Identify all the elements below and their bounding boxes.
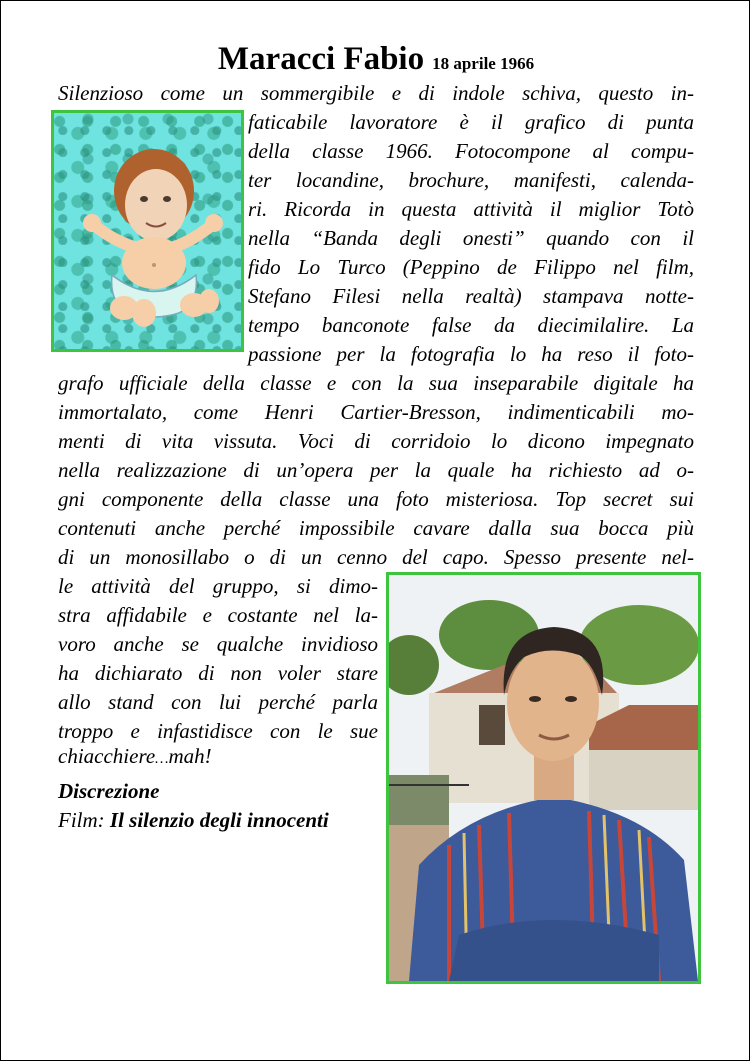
text-line-final bbox=[58, 743, 212, 772]
portrait-photo bbox=[386, 572, 701, 984]
text-line: tempo banconote false da diecimilalire. La bbox=[248, 313, 694, 337]
text-line: gni componente della classe una foto misteriosa. Top secret sui bbox=[58, 487, 694, 511]
baby-illustration bbox=[51, 110, 244, 352]
text-line: Silenzioso come un sommergibile e di indole schiva, questo in- bbox=[58, 81, 694, 105]
text-line: le attività del gruppo, si dimo- bbox=[58, 574, 378, 598]
text-line: stra affidabile e costante nel la- bbox=[58, 603, 378, 627]
birth-date: 18 aprile 1966 bbox=[432, 54, 535, 73]
text-line: menti di vita vissuta. Voci di corridoio lo dicono impegnato bbox=[58, 429, 694, 453]
text-line: ri. Ricorda in questa attività il miglior Totò bbox=[248, 197, 694, 221]
text-line: nella realizzazione di un’opera per la quale ha richiesto ad o- bbox=[58, 458, 694, 482]
text-line: Stefano Filesi nella realtà) stampava notte- bbox=[248, 284, 694, 308]
ellipsis: … bbox=[155, 751, 169, 767]
text-line: fido Lo Turco (Peppino de Filippo nel film, bbox=[248, 255, 694, 279]
film-line bbox=[58, 807, 329, 833]
text-line: della classe 1966. Fotocompone al compu- bbox=[248, 139, 694, 163]
text-line: allo stand con lui perché parla bbox=[58, 690, 378, 714]
text-line: contenuti anche perché impossibile cavare dalla sua bocca più bbox=[58, 516, 694, 540]
text-line: di un monosillabo o di un cenno del capo. Spesso presente nel- bbox=[58, 545, 694, 569]
text-line: chiacchiere bbox=[58, 744, 156, 768]
text-line: passione per la fotografia lo ha reso il foto- bbox=[248, 342, 694, 366]
text-line: ha dichiarato di non voler stare bbox=[58, 661, 378, 685]
text-line: voro anche se qualche invidioso bbox=[58, 632, 378, 656]
page-title bbox=[1, 39, 750, 85]
text-line: nella “Banda degli onesti” quando con il bbox=[248, 226, 694, 250]
text-line: ter locandine, brochure, manifesti, calenda- bbox=[248, 168, 694, 192]
film-label: Film: bbox=[58, 808, 105, 832]
text-line: troppo e infastidisce con le sue bbox=[58, 719, 378, 743]
text-line: faticabile lavoratore è il grafico di punta bbox=[248, 110, 694, 134]
trait-label: Discrezione bbox=[58, 779, 160, 803]
text-line: grafo ufficiale della classe e con la sua inseparabile digitale ha bbox=[58, 371, 694, 395]
film-title: Il silenzio degli innocenti bbox=[109, 808, 329, 832]
person-name: Maracci Fabio bbox=[217, 41, 425, 77]
text-line: immortalato, come Henri Cartier-Bresson, indimenticabili mo- bbox=[58, 400, 694, 424]
ending-word: mah! bbox=[168, 744, 212, 768]
